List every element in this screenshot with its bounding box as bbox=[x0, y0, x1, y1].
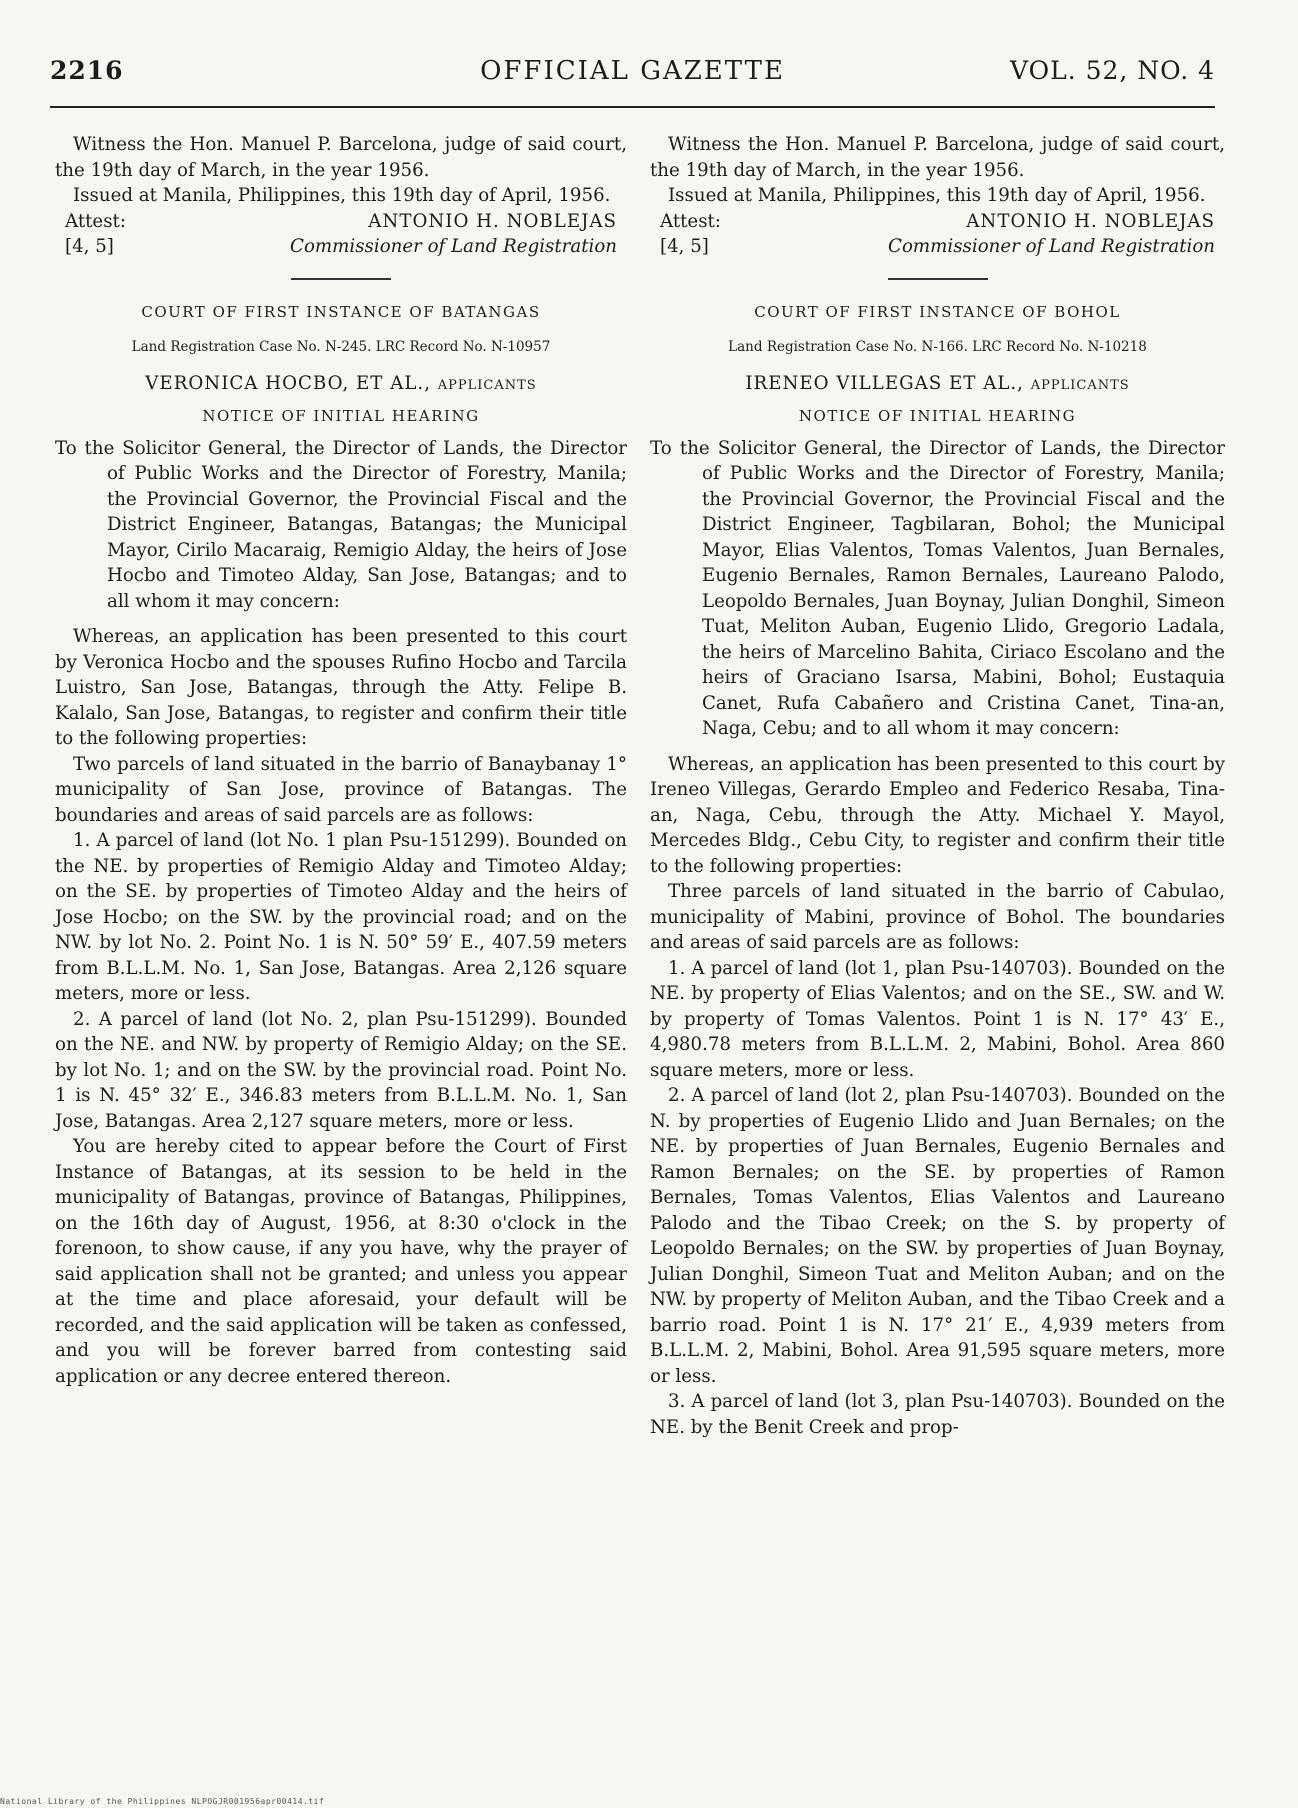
left-parcel-1: 1. A parcel of land (lot No. 1 plan Psu-151299). Bounded on the NE. by properties of Remigio Alday and Timoteo Alday; on the SE. by properties of Timoteo Alday and the heirs of Jose Hocbo; on the SW. by the provincial road; and on the NW. by lot No. 2. Point No. 1 is N. 50° 59′ E., 407.59 meters from B.L.L.M. No. 1, San Jose, Batangas. Area 2,126 square meters, more or less. bbox=[55, 830, 627, 1004]
right-addressees: To the Solicitor General, the Director of Lands, the Director of Public Works and the Director of Forestry, Manila; the Provincial Governor, the Provincial Fiscal and the District Engineer, Tagbilaran, Bohol; the Municipal Mayor, Elias Valentos, Tomas Valentos, Juan Bernales, Eugenio Bernales, Ramon Bernales, Laureano Palodo, Leopoldo Bernales, Juan Boynay, Julian Donghil, Simeon Tuat, Meliton Auban, Eugenio Llido, Gregorio Ladala, the heirs of Marcelino Bahita, Ciriaco Escolano and the heirs of Graciano Isarsa, Mabini, Bohol; Eustaquia Canet, Rufa Cabañero and Cristina Canet, Tina-an, Naga, Cebu; and to all whom it may concern: bbox=[650, 437, 1225, 739]
right-separator bbox=[888, 278, 988, 280]
right-attest-name: ANTONIO H. NOBLEJAS bbox=[966, 210, 1215, 232]
right-attest-row bbox=[660, 209, 1215, 235]
page-number: 2216 bbox=[50, 56, 124, 85]
right-attest-title: Commissioner of Land Registration bbox=[888, 236, 1215, 257]
left-case-line: Land Registration Case No. N-245. LRC Record No. N-10957 bbox=[131, 339, 551, 355]
left-attest-title-row bbox=[65, 234, 617, 260]
left-issued: Issued at Manila, Philippines, this 19th day of April, 1956. bbox=[73, 185, 611, 206]
left-whereas: Whereas, an application has been presented to this court by Veronica Hocbo and the spouses Rufino Hocbo and Tarcila Luistro, San Jose, Batangas, through the Atty. Felipe B. Kalalo, San Jose, Batangas, to register and confirm their title to the following properties: bbox=[55, 626, 627, 749]
right-court-heading: COURT OF FIRST INSTANCE OF BOHOL bbox=[754, 302, 1121, 321]
left-issue-ref: [4, 5] bbox=[65, 236, 114, 257]
left-witness: Witness the Hon. Manuel P. Barcelona, judge of said court, the 19th day of March, in the year 1956. bbox=[55, 134, 627, 181]
right-parcel-2: 2. A parcel of land (lot 2, plan Psu-140703). Bounded on the N. by properties of Eugenio Llido and Juan Bernales; on the NE. by properties of Juan Bernales, Eugenio Bernales and Ramon Bernales; on the SE. by properties of Ramon Bernales, Tomas Valentos, Elias Valentos and Laureano Palodo and the Tibao Creek; on the S. by property of Leopoldo Bernales; on the SW. by properties of Juan Boynay, Julian Donghil, Simeon Tuat and Meliton Auban; and on the NW. by property of Meliton Auban, and the Tibao Creek and a barrio road. Point 1 is N. 17° 21′ E., 4,939 meters from B.L.L.M. 2, Mabini, Bohol. Area 91,595 square meters, more or less. bbox=[650, 1085, 1225, 1387]
right-parcel-1: 1. A parcel of land (lot 1, plan Psu-140703). Bounded on the NE. by property of Elias Valentos; and on the SE., SW. and W. by property of Tomas Valentos. Point 1 is N. 17° 43′ E., 4,980.78 meters from B.L.L.M. 2, Mabini, Bohol. Area 860 square meters, more or less. bbox=[650, 957, 1225, 1081]
left-attest-title: Commissioner of Land Registration bbox=[290, 236, 617, 257]
right-whereas: Whereas, an application has been presented to this court by Ireneo Villegas, Gerardo Empleo and Federico Resaba, Tina-an, Naga, Cebu, through the Atty. Michael Y. Mayol, Mercedes Bldg., Cebu City, to register and confirm their title to the following properties: bbox=[650, 753, 1225, 877]
right-case-line: Land Registration Case No. N-166. LRC Record No. N-10218 bbox=[728, 339, 1147, 355]
left-attest-row bbox=[65, 209, 617, 235]
left-parcel-2: 2. A parcel of land (lot No. 2, plan Psu-151299). Bounded on the NE. and NW. by property of Remigio Alday; on the SE. by lot No. 1; and on the SW. by the provincial road. Point No. 1 is N. 45° 32′ E., 346.83 meters from B.L.L.M. No. 1, San Jose, Batangas. Area 2,127 square meters, more or less. bbox=[55, 1008, 627, 1132]
left-applicants: VERONICA HOCBO, ET AL., applicants bbox=[145, 372, 537, 394]
left-court-heading: COURT OF FIRST INSTANCE OF BATANGAS bbox=[141, 302, 541, 321]
right-attest-label: Attest: bbox=[660, 210, 721, 232]
left-notice-heading: NOTICE OF INITIAL HEARING bbox=[202, 407, 480, 425]
right-issue-ref: [4, 5] bbox=[660, 236, 709, 257]
right-applicants: IRENEO VILLEGAS ET AL., applicants bbox=[745, 372, 1130, 394]
header-rule bbox=[50, 106, 1215, 108]
page-header bbox=[50, 56, 1215, 96]
left-addressees: To the Solicitor General, the Director of Lands, the Director of Public Works and the Director of Forestry, Manila; the Provincial Governor, the Provincial Fiscal and the District Engineer, Batangas, Batangas; the Municipal Mayor, Cirilo Macaraig, Remigio Alday, the heirs of Jose Hocbo and Timoteo Alday, San Jose, Batangas; and to all whom it may concern: bbox=[55, 437, 627, 612]
left-citation: You are hereby cited to appear before the Court of First Instance of Batangas, at its session to be held in the municipality of Batangas, province of Batangas, Philippines, on the 16th day of August, 1956, at 8:30 o'clock in the forenoon, to show cause, if any you have, why the prayer of said application shall not be granted; and unless you appear at the time and place aforesaid, your default will be recorded, and the said application will be taken as confessed, and you will be forever barred from contesting said application or any decree entered thereon. bbox=[55, 1136, 627, 1387]
left-separator bbox=[291, 278, 391, 280]
right-parcel-3: 3. A parcel of land (lot 3, plan Psu-140703). Bounded on the NE. by the Benit Creek and prop- bbox=[650, 1391, 1225, 1438]
right-notice-heading: NOTICE OF INITIAL HEARING bbox=[798, 407, 1077, 425]
right-witness: Witness the Hon. Manuel P. Barcelona, judge of said court, the 19th day of March, in the year 1956. bbox=[650, 134, 1225, 181]
right-column bbox=[650, 132, 1225, 1440]
right-parcels-intro: Three parcels of land situated in the barrio of Cabulao, municipality of Mabini, province of Bohol. The boundaries and areas of said parcels are as follows: bbox=[650, 881, 1225, 953]
left-attest-label: Attest: bbox=[65, 210, 126, 232]
right-attest-title-row bbox=[660, 234, 1215, 260]
left-attest-name: ANTONIO H. NOBLEJAS bbox=[368, 210, 617, 232]
volume-number: VOL. 52, NO. 4 bbox=[1009, 56, 1215, 85]
gazette-title: OFFICIAL GAZETTE bbox=[480, 56, 785, 86]
left-column bbox=[55, 132, 627, 1389]
scan-source-footer: National Library of the Philippines NLPOGJR001956apr00414.tif bbox=[0, 1797, 325, 1806]
left-parcels-intro: Two parcels of land situated in the barrio of Banaybanay 1° municipality of San Jose, province of Batangas. The boundaries and areas of said parcels are as follows: bbox=[55, 753, 627, 826]
right-issued: Issued at Manila, Philippines, this 19th day of April, 1956. bbox=[668, 185, 1206, 206]
